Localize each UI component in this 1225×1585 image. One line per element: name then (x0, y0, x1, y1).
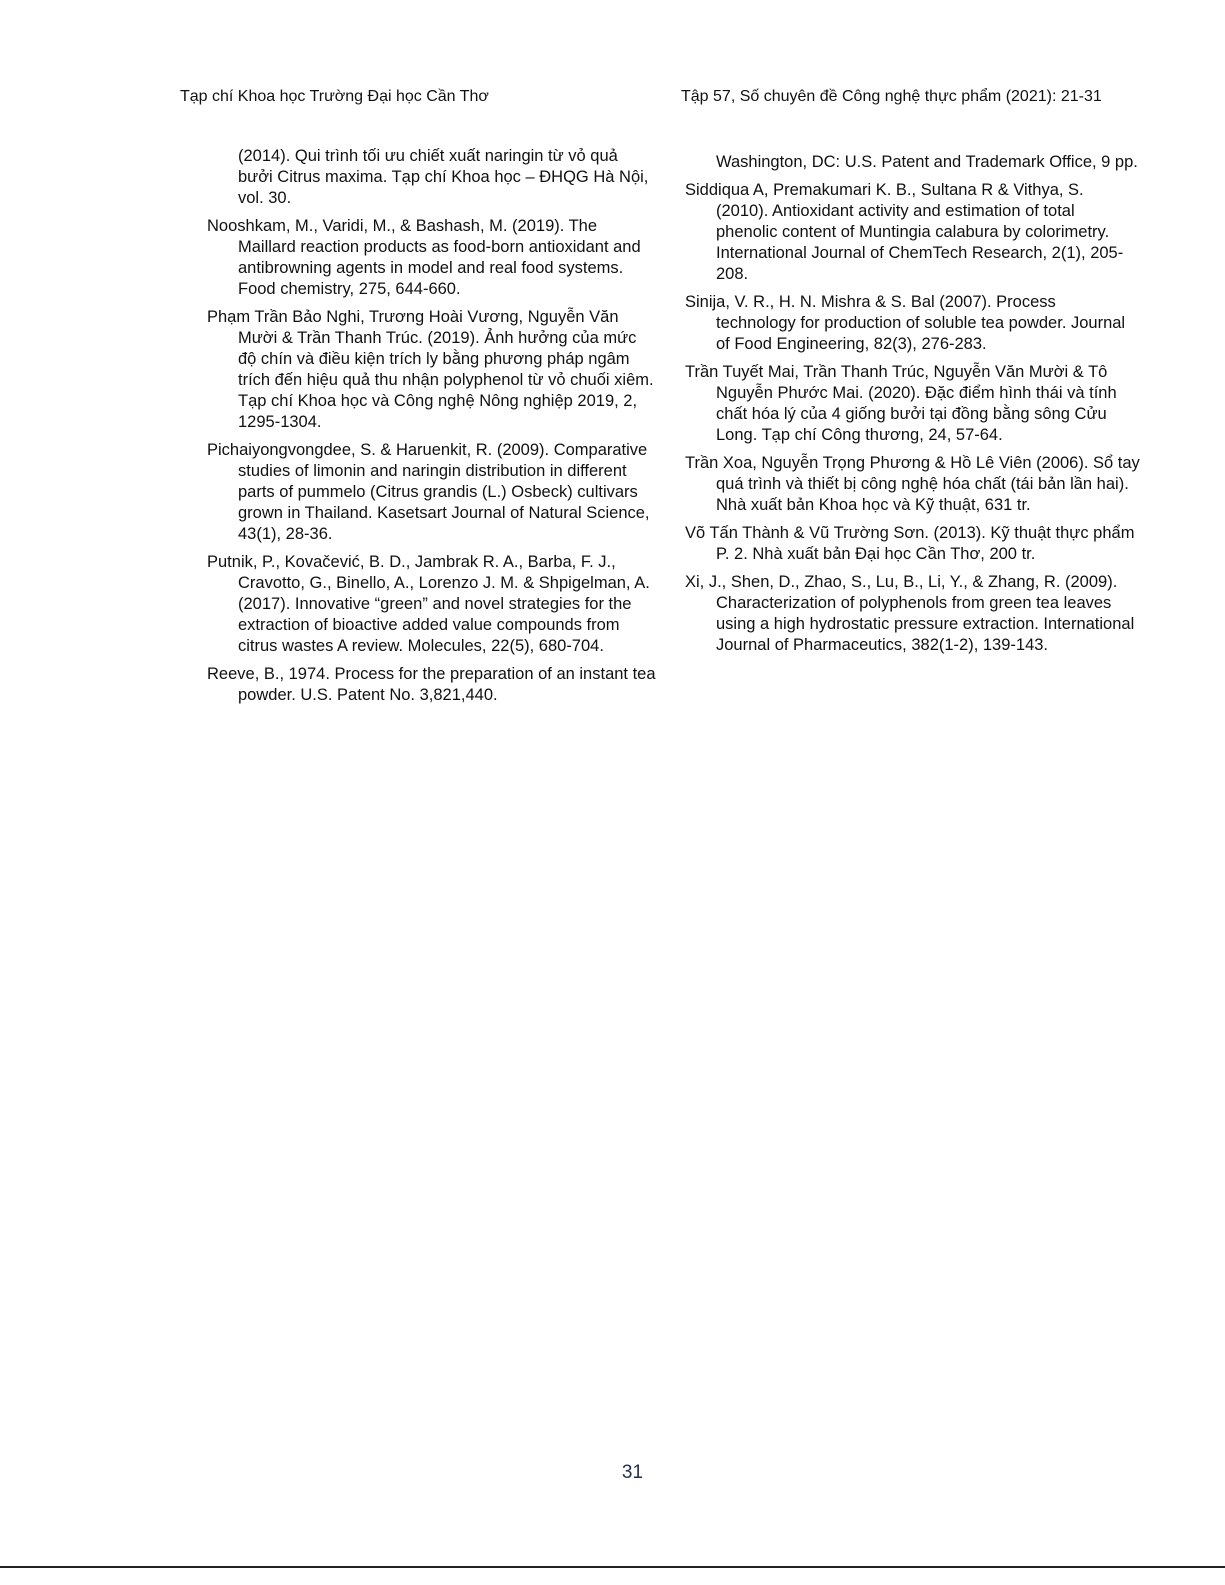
page-number: 31 (621, 1462, 644, 1483)
reference-item: Trần Xoa, Nguyễn Trọng Phương & Hồ Lê Viên (2006). Sổ tay quá trình và thiết bị công nghệ hóa chất (tái bản lần hai). Nhà xuất bản Khoa học và Kỹ thuật, 631 tr. (685, 454, 1140, 514)
references-left-column (207, 146, 657, 713)
reference-item: (2014). Qui trình tối ưu chiết xuất naringin từ vỏ quả bưởi Citrus maxima. Tạp chí Khoa học – ĐHQG Hà Nội, vol. 30. (238, 147, 649, 207)
references-right-column (685, 152, 1140, 663)
reference-item: Washington, DC: U.S. Patent and Trademark Office, 9 pp. (716, 153, 1138, 171)
reference-item: Reeve, B., 1974. Process for the preparation of an instant tea powder. U.S. Patent No. 3,821,440. (207, 665, 656, 704)
reference-item: Phạm Trần Bảo Nghi, Trương Hoài Vương, Nguyễn Văn Mười & Trần Thanh Trúc. (2019). Ảnh hưởng của mức độ chín và điều kiện trích ly bằng phương pháp ngâm trích đến hiệu quả thu nhận polyphenol từ vỏ chuối xiêm. Tạp chí Khoa học và Công nghệ Nông nghiệp 2019, 2, 1295-1304. (207, 308, 654, 431)
reference-item: Sinija, V. R., H. N. Mishra & S. Bal (2007). Process technology for production of soluble tea powder. Journal of Food Engineering, 82(3), 276-283. (685, 293, 1126, 353)
running-header-journal: Tạp chí Khoa học Trường Đại học Cần Thơ (180, 88, 489, 105)
reference-item: Pichaiyongvongdee, S. & Haruenkit, R. (2009). Comparative studies of limonin and naringin distribution in different parts of pummelo (Citrus grandis (L.) Osbeck) cultivars grown in Thailand. Kasetsart Journal of Natural Science, 43(1), 28-36. (207, 441, 650, 543)
reference-item: Putnik, P., Kovačević, B. D., Jambrak R. A., Barba, F. J., Cravotto, G., Binello, A., Lorenzo J. M. & Shpigelman, A. (2017). Innovative “green” and novel strategies for the extraction of bioactive added value compounds from citrus wastes A review. Molecules, 22(5), 680-704. (207, 553, 650, 655)
reference-item: Nooshkam, M., Varidi, M., & Bashash, M. (2019). The Maillard reaction products as food-born antioxidant and antibrowning agents in model and real food systems. Food chemistry, 275, 644-660. (207, 217, 641, 298)
reference-item: Xi, J., Shen, D., Zhao, S., Lu, B., Li, Y., & Zhang, R. (2009). Characterization of polyphenols from green tea leaves using a high hydrostatic pressure extraction. International Journal of Pharmaceutics, 382(1-2), 139-143. (685, 573, 1135, 654)
bottom-divider (0, 1566, 1225, 1568)
running-header-issue: Tập 57, Số chuyên đề Công nghệ thực phẩm (2021): 21-31 (681, 88, 1102, 105)
reference-item: Siddiqua A, Premakumari K. B., Sultana R & Vithya, S. (2010). Antioxidant activity and estimation of total phenolic content of Muntingia calabura by colorimetry. International Journal of ChemTech Research, 2(1), 205-208. (685, 181, 1124, 283)
reference-item: Võ Tấn Thành & Vũ Trường Sơn. (2013). Kỹ thuật thực phẩm P. 2. Nhà xuất bản Đại học Cần Thơ, 200 tr. (685, 524, 1135, 563)
reference-item: Trần Tuyết Mai, Trần Thanh Trúc, Nguyễn Văn Mười & Tô Nguyễn Phước Mai. (2020). Đặc điểm hình thái và tính chất hóa lý của 4 giống bưởi tại đồng bằng sông Cửu Long. Tạp chí Công thương, 24, 57-64. (685, 363, 1117, 444)
